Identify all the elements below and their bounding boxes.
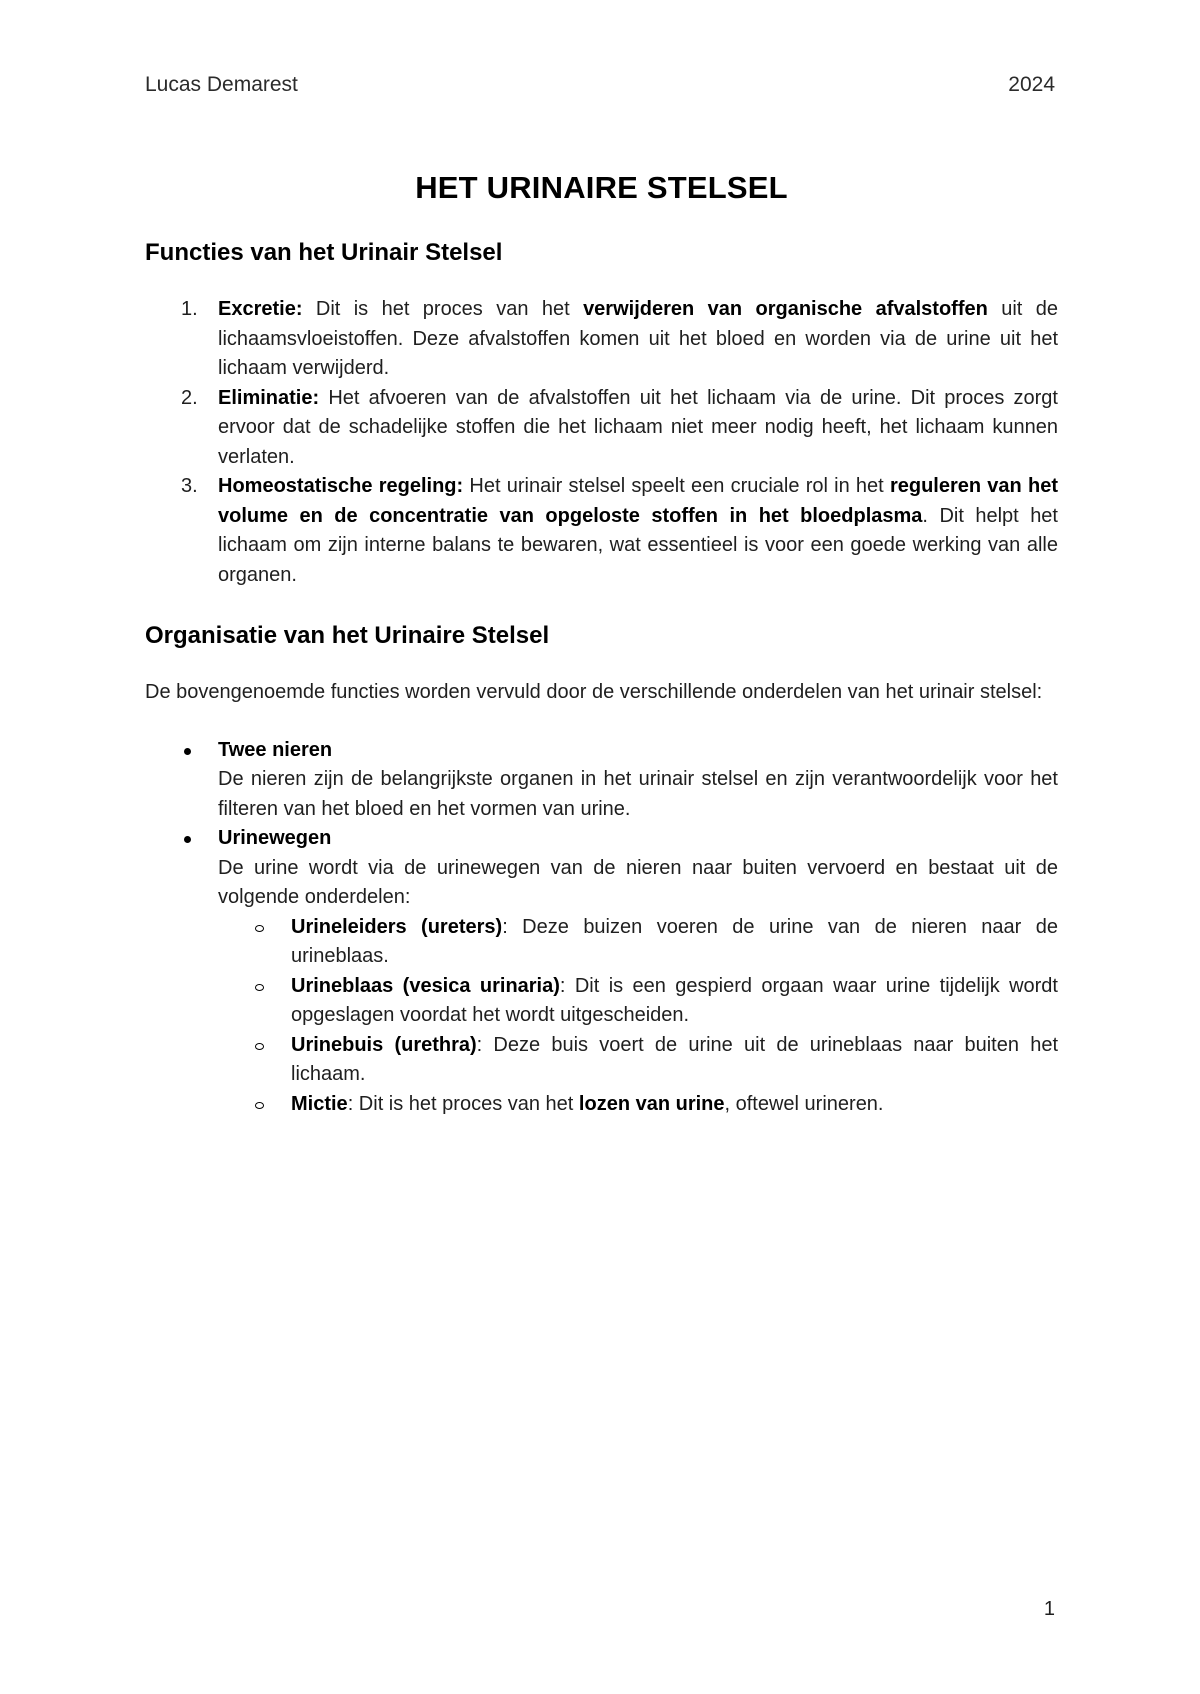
sub-list-item (145, 913, 1058, 972)
document-title: HET URINAIRE STELSEL (415, 170, 788, 205)
item-text: Het urinair stelsel speelt een cruciale rol in het (463, 475, 890, 497)
term-label: Homeostatische regeling: (218, 475, 464, 497)
list-item (145, 472, 1058, 590)
sub-list-item (145, 1090, 1058, 1120)
item-title: Twee nieren (218, 738, 333, 761)
circle-bullet-icon (255, 984, 264, 991)
item-text: Het afvoeren van de afvalstoffen uit het lichaam via de urine. Dit proces zorgt ervoor dat de schadelijke stoffen die het lichaam niet meer nodig heeft, het lichaam kunnen verlaten. (218, 386, 1058, 468)
sub-list (218, 913, 1058, 1120)
list-number: 1. (181, 298, 198, 320)
circle-bullet-icon (255, 1102, 264, 1109)
list-number: 2. (181, 386, 198, 409)
emphasis-text: verwijderen van organische afvalstoffen (583, 298, 988, 320)
section-heading-functions: Functies van het Urinair Stelsel (145, 239, 503, 266)
item-text: De nieren zijn de belangrijkste organen in het urinair stelsel en zijn verantwoordelijk voor het filteren van het bloed en het vormen van urine. (218, 768, 1058, 820)
term-label: Urinebuis (urethra) (291, 1033, 477, 1056)
term-label: Urineleiders (ureters) (291, 915, 503, 938)
item-text: : Dit is een gespierd orgaan waar urine tijdelijk wordt opgeslagen voordat het wordt uitgescheiden. (291, 974, 1058, 1026)
header-author: Lucas Demarest (145, 73, 298, 96)
organisation-list (145, 736, 1058, 1120)
bullet-icon (184, 748, 191, 755)
item-text: : Deze buis voert de urine uit de urineblaas naar buiten het lichaam. (291, 1033, 1058, 1085)
item-text: uit de lichaamsvloeistoffen. Deze afvalstoffen komen uit het bloed en worden via de urine uit het lichaam verwijderd. (218, 298, 1058, 379)
item-text: , oftewel urineren. (724, 1092, 884, 1115)
item-title: Urinewegen (218, 827, 332, 849)
bullet-icon (184, 836, 191, 843)
list-item (145, 824, 1058, 1119)
term-label: Excretie: (218, 298, 303, 320)
document-body (145, 170, 1058, 1119)
list-number: 3. (181, 475, 198, 497)
item-text: . Dit helpt het lichaam om zijn interne balans te bewaren, wat essentieel is voor een goede werking van alle organen. (218, 504, 1058, 586)
list-item (145, 295, 1058, 384)
section-heading-organisation: Organisatie van het Urinaire Stelsel (145, 622, 550, 649)
list-item (145, 736, 1058, 825)
emphasis-text: reguleren van het volume en de concentratie van opgeloste stoffen in het bloedplasma (218, 475, 1058, 527)
term-label: Eliminatie: (218, 386, 320, 409)
sub-list-item (145, 1031, 1058, 1090)
functions-list (145, 295, 1058, 590)
sub-list-item (145, 972, 1058, 1031)
header-year: 2024 (1008, 73, 1055, 96)
term-label: Urineblaas (vesica urinaria) (291, 974, 560, 997)
emphasis-text: lozen van urine (578, 1092, 725, 1115)
item-text: De urine wordt via de urinewegen van de nieren naar buiten vervoerd en bestaat uit de volgende onderdelen: (218, 856, 1058, 908)
term-label: Mictie (291, 1092, 348, 1115)
page-number: 1 (1043, 1598, 1055, 1620)
circle-bullet-icon (255, 1043, 264, 1050)
item-text: : Deze buizen voeren de urine van de nieren naar de urineblaas. (291, 915, 1059, 967)
list-item (145, 384, 1058, 473)
intro-paragraph: De bovengenoemde functies worden vervuld door de verschillende onderdelen van het urinair stelsel: (145, 681, 1043, 703)
item-text: Dit is het proces van het (302, 298, 584, 320)
circle-bullet-icon (255, 925, 264, 932)
item-text: : Dit is het proces van het (347, 1092, 579, 1115)
